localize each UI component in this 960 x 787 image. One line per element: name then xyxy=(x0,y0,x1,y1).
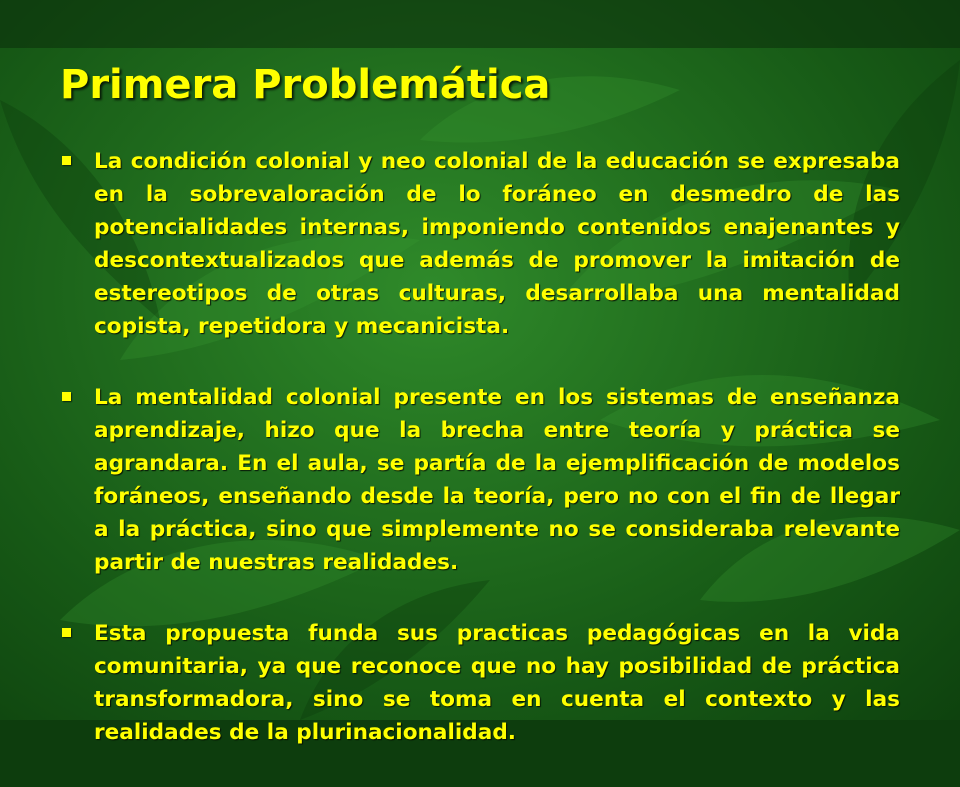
square-bullet-icon xyxy=(62,156,71,165)
bullet-item xyxy=(60,381,900,579)
bullet-item xyxy=(60,145,900,343)
square-bullet-icon xyxy=(62,392,71,401)
bullet-text: La condición colonial y neo colonial de la educación se expresaba en la sobrevaloración de lo foráneo en desmedro de las potencialidades internas, imponiendo contenidos enajenantes y descontextualizados que además de promover la imitación de estereotipos de otras culturas, desarrollaba una mentalidad copista, repetidora y mecanicista. xyxy=(94,149,900,339)
square-bullet-icon xyxy=(62,628,71,637)
slide-title: Primera Problemática xyxy=(60,62,551,108)
bullet-list xyxy=(60,145,900,787)
bullet-item xyxy=(60,617,900,749)
bullet-text: La mentalidad colonial presente en los sistemas de enseñanza aprendizaje, hizo que la brecha entre teoría y práctica se agrandara. En el aula, se partía de la ejemplificación de modelos foráneos, enseñando desde la teoría, pero no con el fin de llegar a la práctica, sino que simplemente no se consideraba relevante partir de nuestras realidades. xyxy=(94,385,900,575)
bullet-text: Esta propuesta funda sus practicas pedagógicas en la vida comunitaria, ya que reconoce que no hay posibilidad de práctica transformadora, sino se toma en cuenta el contexto y las realidades de la plurinacionalidad. xyxy=(94,621,900,745)
